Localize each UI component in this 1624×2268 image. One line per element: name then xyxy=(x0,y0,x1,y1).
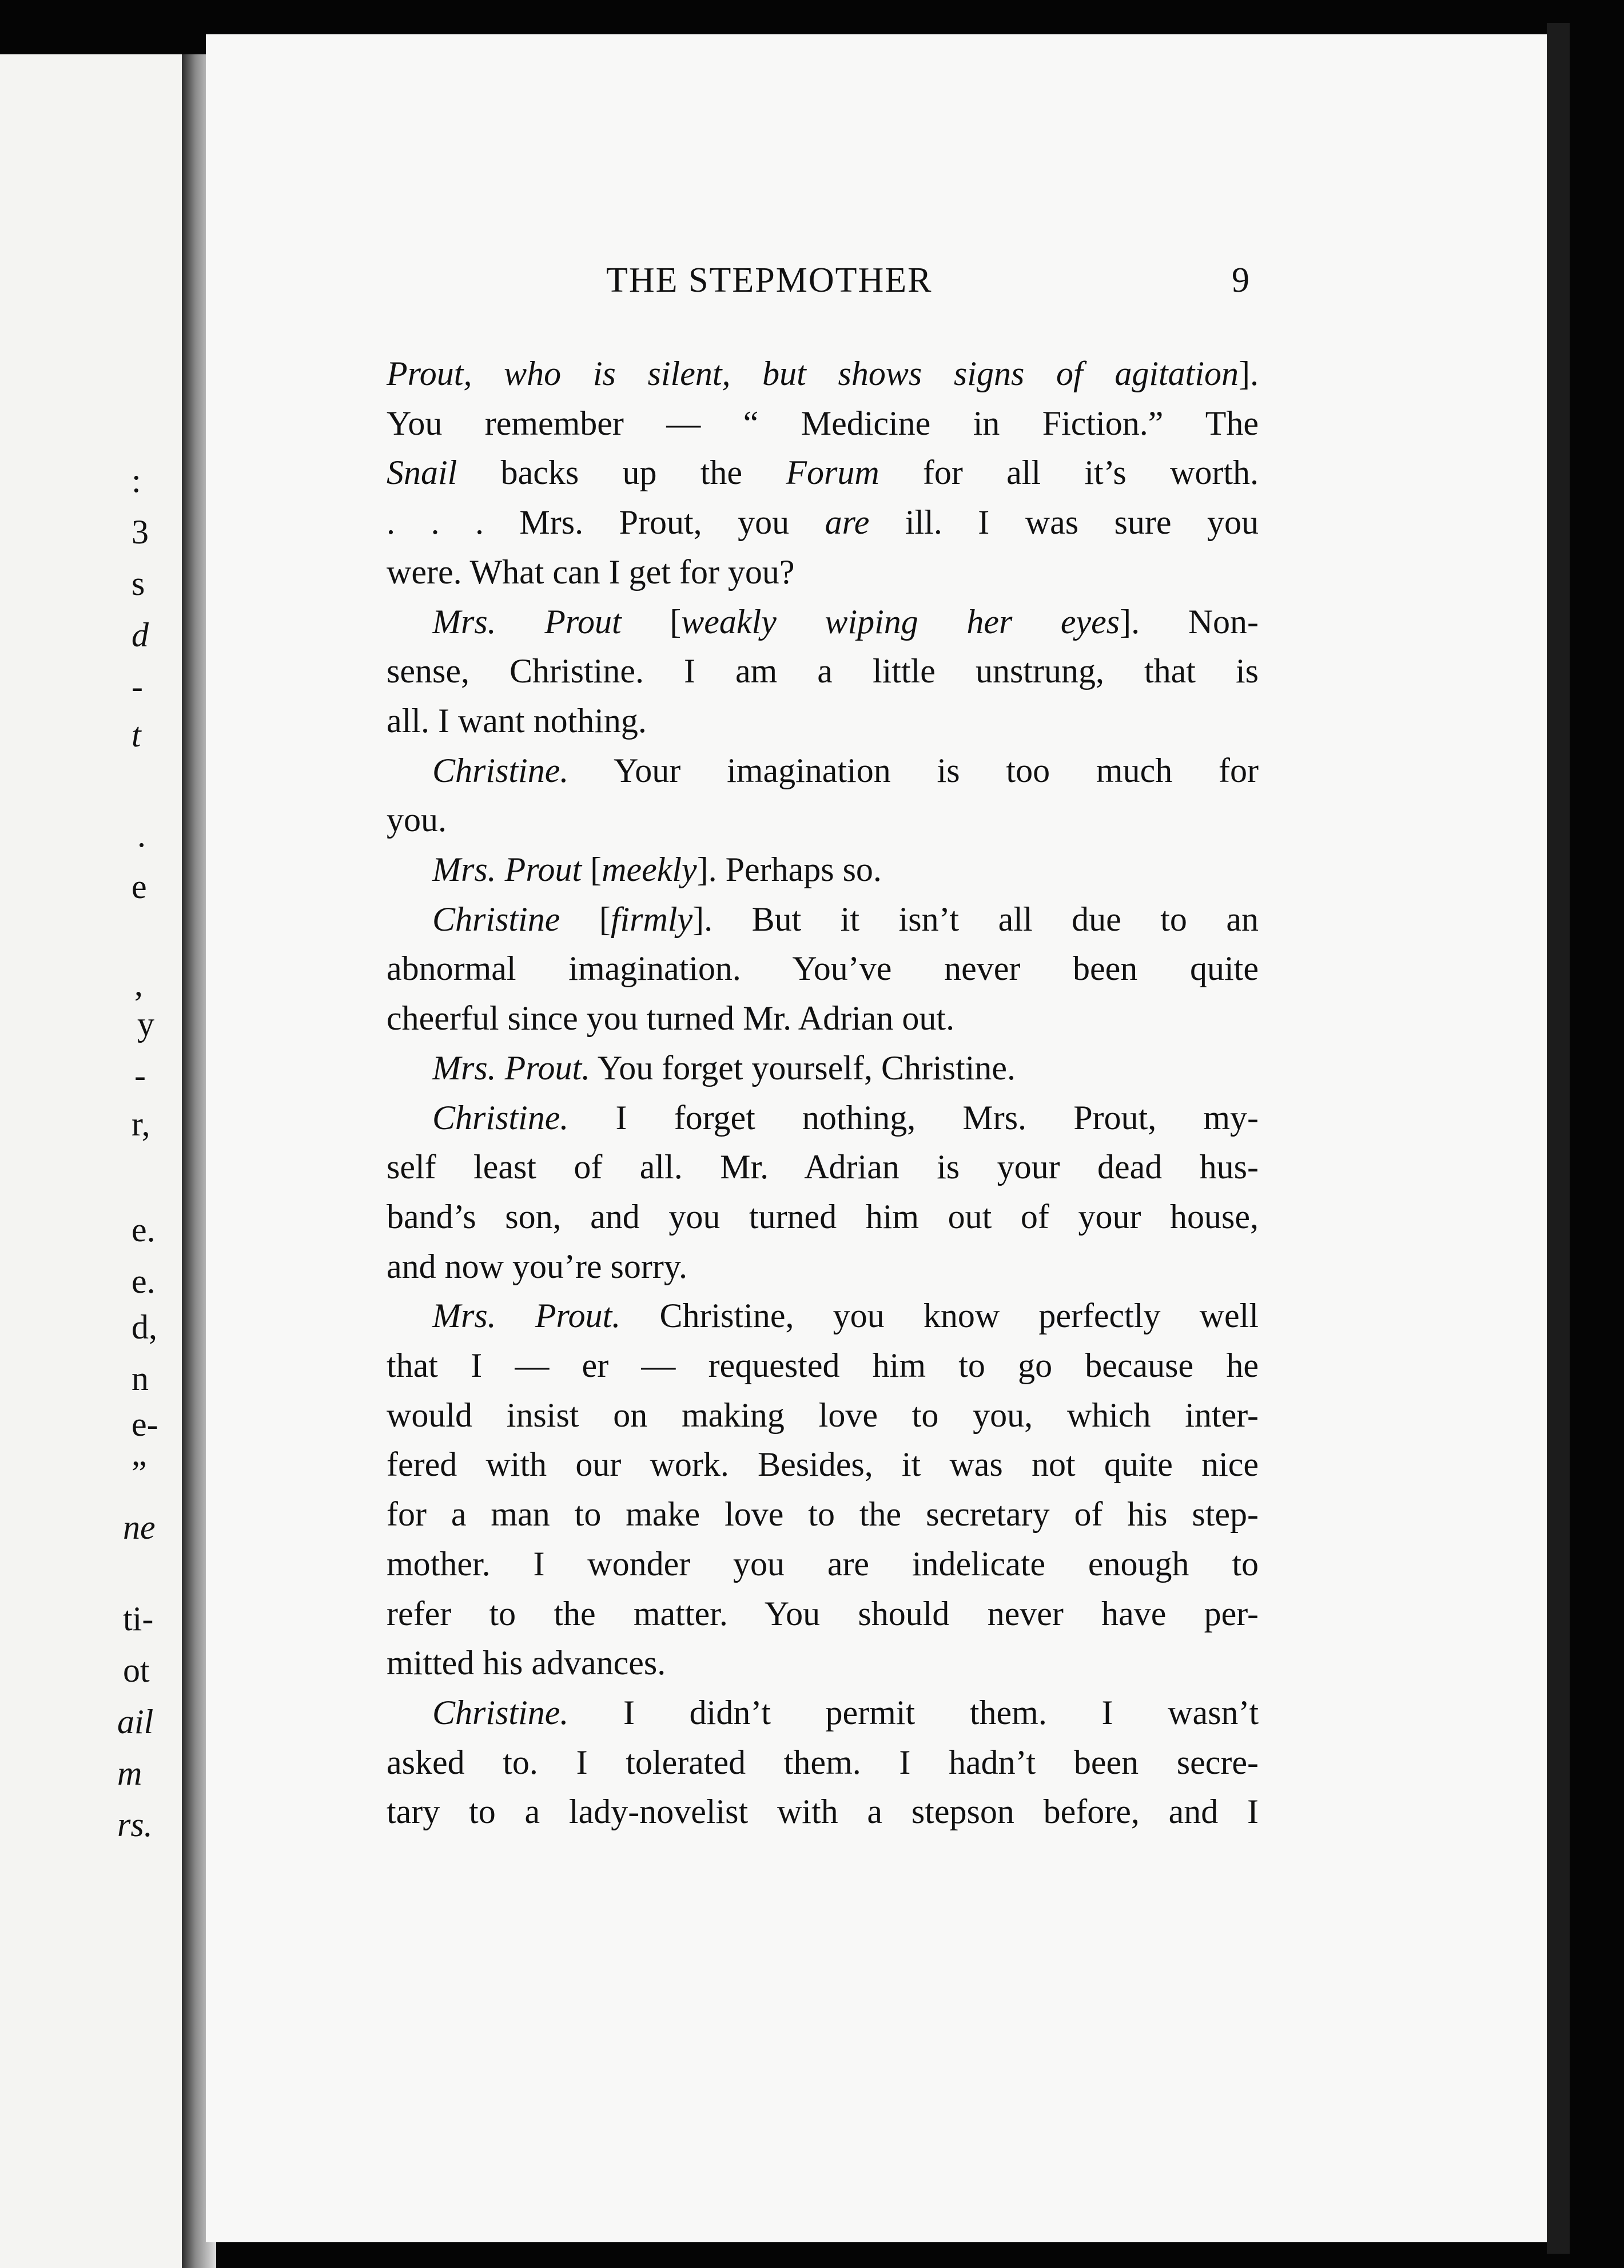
previous-page-fragment: ” xyxy=(132,1454,147,1492)
text-segment: refer to the matter. You should never have per- xyxy=(387,1594,1259,1633)
text-line xyxy=(387,1391,1259,1440)
italic-segment: Mrs. Prout xyxy=(432,602,622,641)
text-segment: mitted his advances. xyxy=(387,1644,666,1682)
italic-segment: weakly wiping her eyes xyxy=(681,602,1120,641)
text-segment: would insist on making love to you, which inter- xyxy=(387,1396,1259,1434)
text-segment: you. xyxy=(387,801,447,839)
text-segment: [ xyxy=(621,602,682,641)
text-segment: were. What can I get for you? xyxy=(387,553,795,591)
text-line xyxy=(387,1192,1259,1242)
previous-page-fragment: s xyxy=(132,565,145,602)
italic-segment: Forum xyxy=(786,454,879,492)
text-segment: ]. xyxy=(1239,355,1259,392)
text-segment: for all it’s worth. xyxy=(879,454,1259,492)
previous-page-fragment: - xyxy=(134,1056,146,1094)
text-line xyxy=(387,1688,1259,1738)
italic-segment: meekly xyxy=(602,851,697,889)
previous-page-fragment: e- xyxy=(132,1405,158,1443)
text-segment: [ xyxy=(560,900,611,938)
text-line xyxy=(387,1638,1259,1688)
text-segment: mother. I wonder you are indelicate enough to xyxy=(387,1544,1259,1583)
previous-page-fragment: n xyxy=(132,1360,149,1397)
previous-page-fragment: r, xyxy=(132,1105,150,1143)
text-line xyxy=(387,1589,1259,1639)
previous-page-strip xyxy=(0,54,192,2268)
previous-page-fragment: e. xyxy=(132,1262,156,1300)
text-line xyxy=(387,1539,1259,1589)
text-segment: I forget nothing, Mrs. Prout, my- xyxy=(568,1098,1259,1137)
text-line xyxy=(387,795,1259,845)
previous-page-fragment: ti- xyxy=(123,1600,154,1638)
previous-page-text-fragments xyxy=(0,54,192,2268)
text-segment: that I — er — requested him to go because he xyxy=(387,1346,1259,1385)
text-line xyxy=(387,746,1259,796)
text-segment: . . . Mrs. Prout, you xyxy=(387,503,825,542)
page-number: 9 xyxy=(1232,261,1249,300)
previous-page-fragment: ne xyxy=(123,1508,156,1546)
text-line xyxy=(387,547,1259,597)
previous-page-fragment: d, xyxy=(132,1308,157,1346)
page-edge xyxy=(1547,23,1570,2254)
text-line xyxy=(387,1490,1259,1539)
text-segment: all. I want nothing. xyxy=(387,701,647,740)
text-segment: backs up the xyxy=(457,454,786,492)
italic-segment: Christine. xyxy=(432,751,569,789)
text-line xyxy=(387,448,1259,498)
text-segment: tary to a lady-novelist with a stepson before, and I xyxy=(387,1793,1259,1831)
text-line xyxy=(387,1440,1259,1490)
previous-page-fragment: e. xyxy=(132,1211,156,1249)
previous-page-fragment: m xyxy=(117,1754,142,1792)
text-segment: Your imagination is too much for xyxy=(568,751,1259,789)
text-segment: self least of all. Mr. Adrian is your dead hus- xyxy=(387,1148,1259,1186)
text-line xyxy=(387,696,1259,746)
text-line xyxy=(387,994,1259,1043)
text-segment: ]. Non- xyxy=(1120,602,1259,641)
previous-page-fragment: rs. xyxy=(117,1806,153,1844)
text-line xyxy=(387,1242,1259,1292)
italic-segment: Christine. xyxy=(432,1693,569,1731)
body-text xyxy=(387,349,1259,1837)
text-line xyxy=(387,399,1259,448)
previous-page-fragment: e xyxy=(132,868,147,905)
text-segment: cheerful since you turned Mr. Adrian out. xyxy=(387,999,955,1038)
previous-page-fragment: ot xyxy=(123,1651,150,1689)
italic-segment: firmly xyxy=(610,900,693,938)
text-segment: and now you’re sorry. xyxy=(387,1247,687,1285)
text-segment: You remember — “ Medicine in Fiction.” The xyxy=(387,404,1259,442)
text-line xyxy=(387,498,1259,547)
previous-page-fragment: - xyxy=(132,668,143,705)
text-segment: sense, Christine. I am a little unstrung, that is xyxy=(387,652,1259,690)
text-segment: fered with our work. Besides, it was not quite nice xyxy=(387,1445,1259,1484)
italic-segment: Snail xyxy=(387,454,457,492)
text-segment: [ xyxy=(582,851,602,889)
previous-page-fragment: : xyxy=(132,462,141,499)
text-segment: band’s son, and you turned him out of your house, xyxy=(387,1197,1259,1236)
text-segment: asked to. I tolerated them. I hadn’t been secre- xyxy=(387,1743,1259,1781)
running-head: THE STEPMOTHER xyxy=(606,261,933,300)
text-segment: I didn’t permit them. I wasn’t xyxy=(568,1693,1259,1731)
previous-page-fragment: , xyxy=(134,965,143,1003)
text-line xyxy=(387,1341,1259,1391)
italic-segment: Prout, who is silent, but shows signs of agitation xyxy=(387,355,1239,392)
text-line xyxy=(387,1142,1259,1192)
text-segment: for a man to make love to the secretary of his step- xyxy=(387,1495,1259,1534)
previous-page-fragment: . xyxy=(137,816,146,854)
italic-segment: Christine. xyxy=(432,1098,569,1137)
text-line xyxy=(387,1093,1259,1143)
previous-page-fragment: t xyxy=(132,716,141,754)
text-line xyxy=(387,1043,1259,1093)
text-segment: You forget yourself, Christine. xyxy=(590,1048,1016,1087)
text-line xyxy=(387,1738,1259,1788)
italic-segment: Christine xyxy=(432,900,560,938)
text-line xyxy=(387,1787,1259,1837)
text-line xyxy=(387,1291,1259,1341)
text-line xyxy=(387,895,1259,944)
italic-segment: Mrs. Prout xyxy=(432,851,582,889)
italic-segment: are xyxy=(825,503,870,542)
text-segment: ]. Perhaps so. xyxy=(696,851,882,889)
text-segment: ]. But it isn’t all due to an xyxy=(692,900,1259,938)
text-segment: Christine, you know perfectly well xyxy=(620,1297,1259,1335)
previous-page-fragment: 3 xyxy=(132,513,149,551)
previous-page-fragment: ail xyxy=(117,1703,154,1741)
text-line xyxy=(387,845,1259,895)
italic-segment: Mrs. Prout. xyxy=(432,1048,591,1087)
text-segment: ill. I was sure you xyxy=(869,503,1259,542)
text-line xyxy=(387,944,1259,994)
page-header xyxy=(606,260,1249,317)
previous-page-fragment: y xyxy=(137,1005,154,1043)
text-line xyxy=(387,597,1259,647)
italic-segment: Mrs. Prout. xyxy=(432,1297,621,1335)
text-segment: abnormal imagination. You’ve never been quite xyxy=(387,950,1259,988)
previous-page-fragment: d xyxy=(132,616,149,654)
text-line xyxy=(387,349,1259,399)
text-line xyxy=(387,646,1259,696)
